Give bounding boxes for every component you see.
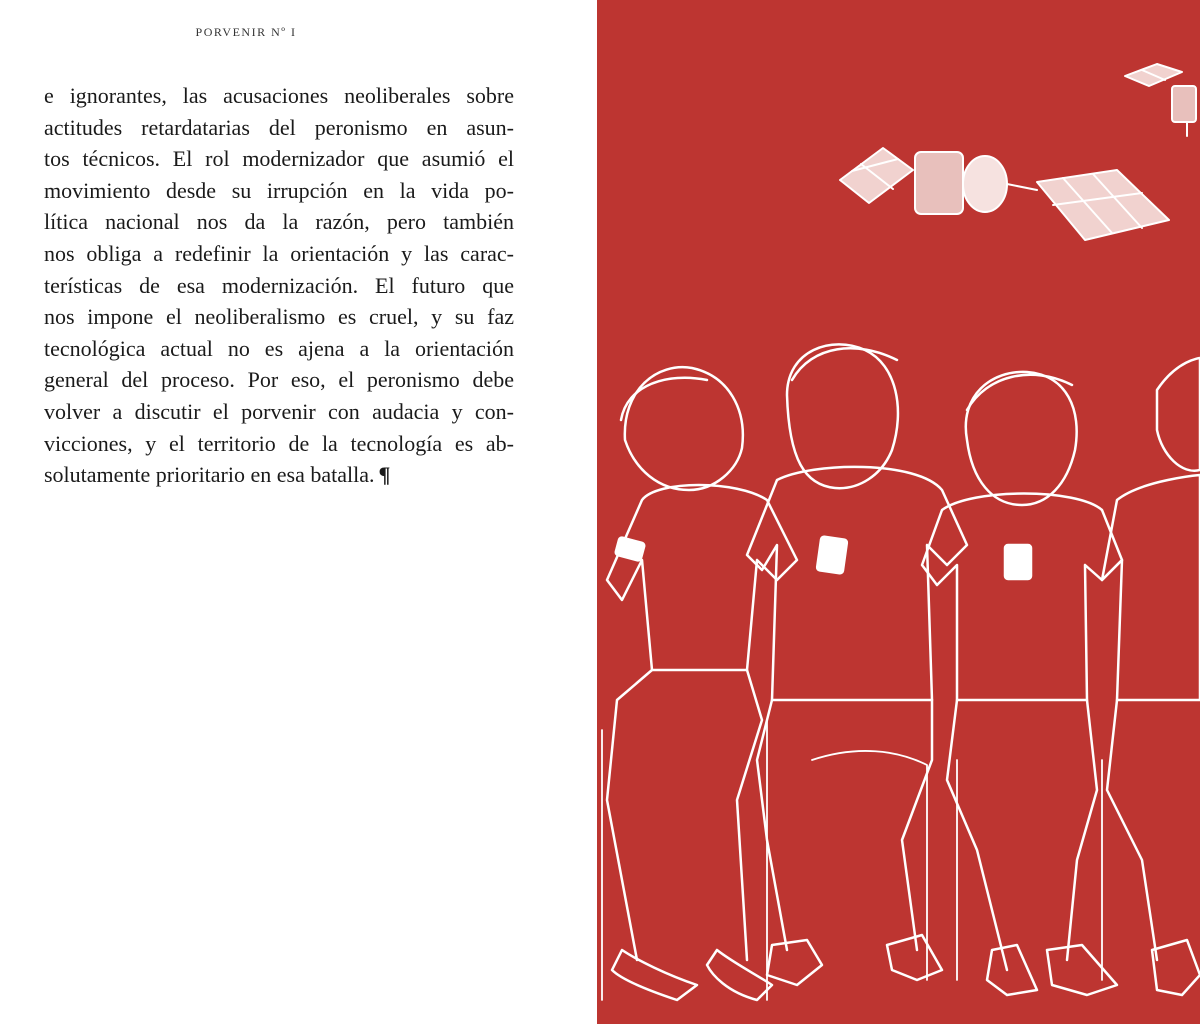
- child-figure: [607, 367, 797, 1000]
- running-head: PORVENIR Nº I: [195, 25, 297, 39]
- text-line: nos obliga a redefinir la orientación y las carac-: [44, 240, 514, 266]
- text-line: nos impone el neoliberalismo es cruel, y su faz: [44, 304, 514, 330]
- illustration-panel: [597, 0, 1200, 1024]
- text-line: general del proceso. Por eso, el peronismo debe: [44, 367, 514, 393]
- text-line: lítica nacional nos da la razón, pero también: [44, 209, 514, 235]
- satellite-icon: [840, 148, 1169, 240]
- child-figure: [747, 344, 967, 985]
- child-figure: [922, 372, 1122, 995]
- child-figure: [1102, 358, 1200, 995]
- text-line: terísticas de esa modernización. El futuro que: [44, 272, 514, 298]
- text-line: actitudes retardatarias del peronismo en asun-: [44, 114, 514, 140]
- satellite-icon: [1125, 64, 1196, 136]
- text-line: movimiento desde su irrupción en la vida po-: [44, 177, 514, 203]
- illustration: [597, 0, 1200, 1024]
- pilcrow-mark: ¶: [378, 462, 391, 488]
- text-line: vicciones, y el territorio de la tecnología es ab-: [44, 430, 514, 456]
- text-line: tos técnicos. El rol modernizador que asumió el: [44, 146, 514, 172]
- left-page: [0, 0, 597, 1024]
- text-line: e ignorantes, las acusaciones neoliberales sobre: [44, 83, 514, 108]
- bench: [602, 720, 1102, 1000]
- text-line: solutamente prioritario en esa batalla.: [44, 462, 375, 488]
- text-line: tecnológica actual no es ajena a la orientación: [44, 335, 514, 361]
- body-paragraph: [44, 80, 514, 491]
- text-line-last: [44, 459, 514, 491]
- text-line: volver a discutir el porvenir con audacia y con-: [44, 398, 514, 424]
